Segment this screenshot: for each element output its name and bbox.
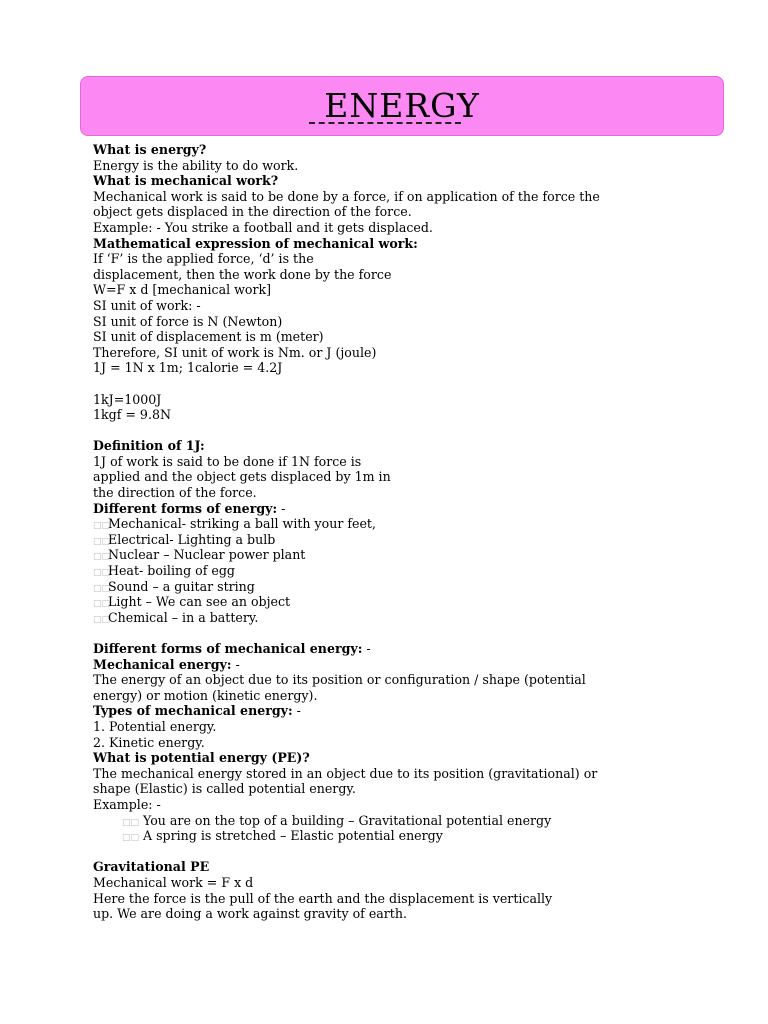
spacer xyxy=(93,423,693,439)
spacer xyxy=(93,844,693,860)
bullet-box-icon: □□ xyxy=(121,833,139,844)
bullet-box-icon: □□ xyxy=(121,817,139,828)
text-line: 1kJ=1000J xyxy=(93,391,162,407)
list-item-text: Heat- boiling of egg xyxy=(108,563,235,579)
list-item-text: Electrical- Lighting a bulb xyxy=(108,531,276,547)
list-item-text: Mechanical- striking a ball with your feet, xyxy=(108,516,376,532)
list-item xyxy=(93,563,693,579)
title-banner xyxy=(80,76,724,136)
text-line: 1J = 1N x 1m; 1calorie = 4.2J xyxy=(93,360,283,376)
text-line: Mechanical work = F x d xyxy=(93,874,254,890)
text-line: 2. Kinetic energy. xyxy=(93,734,205,750)
heading-forms-mechanical xyxy=(93,641,693,657)
heading-text: Different forms of energy: xyxy=(93,500,278,516)
text-line: If ‘F’ is the applied force, ‘d’ is the xyxy=(93,251,314,267)
heading-what-is-energy: What is energy? xyxy=(93,142,207,157)
heading-forms-of-energy xyxy=(93,501,693,517)
text-line: SI unit of force is N (Newton) xyxy=(93,313,283,329)
heading-tail: - xyxy=(292,703,301,719)
spacer xyxy=(93,625,693,641)
text-line: Mechanical work is said to be done by a force, if on application of the force the xyxy=(93,188,600,204)
text-line: Here the force is the pull of the earth and the displacement is vertically xyxy=(93,890,553,906)
heading-text: Different forms of mechanical energy: xyxy=(93,641,363,656)
bullet-box-icon: □□ xyxy=(93,583,111,594)
heading-what-is-pe: What is potential energy (PE)? xyxy=(93,750,310,766)
bullet-box-icon: □□ xyxy=(93,599,111,610)
text-line: 1J of work is said to be done if 1N force is xyxy=(93,453,362,469)
text-line: SI unit of displacement is m (meter) xyxy=(93,329,324,345)
list-item xyxy=(93,594,693,610)
text-line: Energy is the ability to do work. xyxy=(93,157,299,173)
list-item xyxy=(93,516,693,532)
heading-mechanical-energy xyxy=(93,657,693,673)
heading-gravitational-pe: Gravitational PE xyxy=(93,859,210,875)
page-title: ENERGY xyxy=(324,86,480,125)
example-text: You are on the top of a building – Gravitational potential energy xyxy=(143,812,552,828)
text-line: 1. Potential energy. xyxy=(93,718,217,734)
heading-types-mechanical xyxy=(93,703,693,719)
list-item xyxy=(93,579,693,595)
text-line: 1kgf = 9.8N xyxy=(93,407,171,423)
text-line: energy) or motion (kinetic energy). xyxy=(93,687,318,703)
heading-definition-1j: Definition of 1J: xyxy=(93,438,205,454)
list-item-text: Light – We can see an object xyxy=(108,594,291,610)
list-item-text: Chemical – in a battery. xyxy=(108,609,259,625)
bullet-box-icon: □□ xyxy=(93,521,111,532)
example-item xyxy=(93,828,693,844)
text-line: W=F x d [mechanical work] xyxy=(93,282,272,298)
example-text: A spring is stretched – Elastic potential energy xyxy=(143,828,443,844)
heading-text: Mechanical energy: xyxy=(93,656,232,672)
example-item xyxy=(93,813,693,829)
bullet-box-icon: □□ xyxy=(93,568,111,579)
text-line: Example: - You strike a football and it gets displaced. xyxy=(93,219,433,235)
heading-math-expression: Mathematical expression of mechanical work: xyxy=(93,235,418,251)
text-line: Therefore, SI unit of work is Nm. or J (joule) xyxy=(93,344,377,360)
document-body xyxy=(93,142,693,922)
text-line: object gets displaced in the direction of the force. xyxy=(93,204,412,220)
heading-text: Types of mechanical energy: xyxy=(93,703,293,719)
bullet-box-icon: □□ xyxy=(93,614,111,625)
list-item-text: Nuclear – Nuclear power plant xyxy=(108,547,306,563)
list-item xyxy=(93,547,693,563)
heading-tail: - xyxy=(277,500,286,516)
heading-mechanical-work: What is mechanical work? xyxy=(93,173,279,189)
list-item xyxy=(93,532,693,548)
text-line: shape (Elastic) is called potential energy. xyxy=(93,781,356,797)
bullet-box-icon: □□ xyxy=(93,536,111,547)
text-line: displacement, then the work done by the force xyxy=(93,266,392,282)
text-line: The energy of an object due to its position or configuration / shape (potential xyxy=(93,672,586,688)
text-line: the direction of the force. xyxy=(93,485,257,501)
text-line: The mechanical energy stored in an object due to its position (gravitational) or xyxy=(93,765,598,781)
spacer xyxy=(93,376,693,392)
text-line: up. We are doing a work against gravity of earth. xyxy=(93,906,407,922)
heading-tail: - xyxy=(362,641,371,656)
bullet-box-icon: □□ xyxy=(93,552,111,563)
heading-tail: - xyxy=(231,656,240,672)
text-line: applied and the object gets displaced by 1m in xyxy=(93,469,391,485)
list-item xyxy=(93,610,693,626)
text-line: SI unit of work: - xyxy=(93,297,201,313)
title-underline xyxy=(309,122,461,124)
list-item-text: Sound – a guitar string xyxy=(108,578,255,594)
text-line: Example: - xyxy=(93,796,161,812)
